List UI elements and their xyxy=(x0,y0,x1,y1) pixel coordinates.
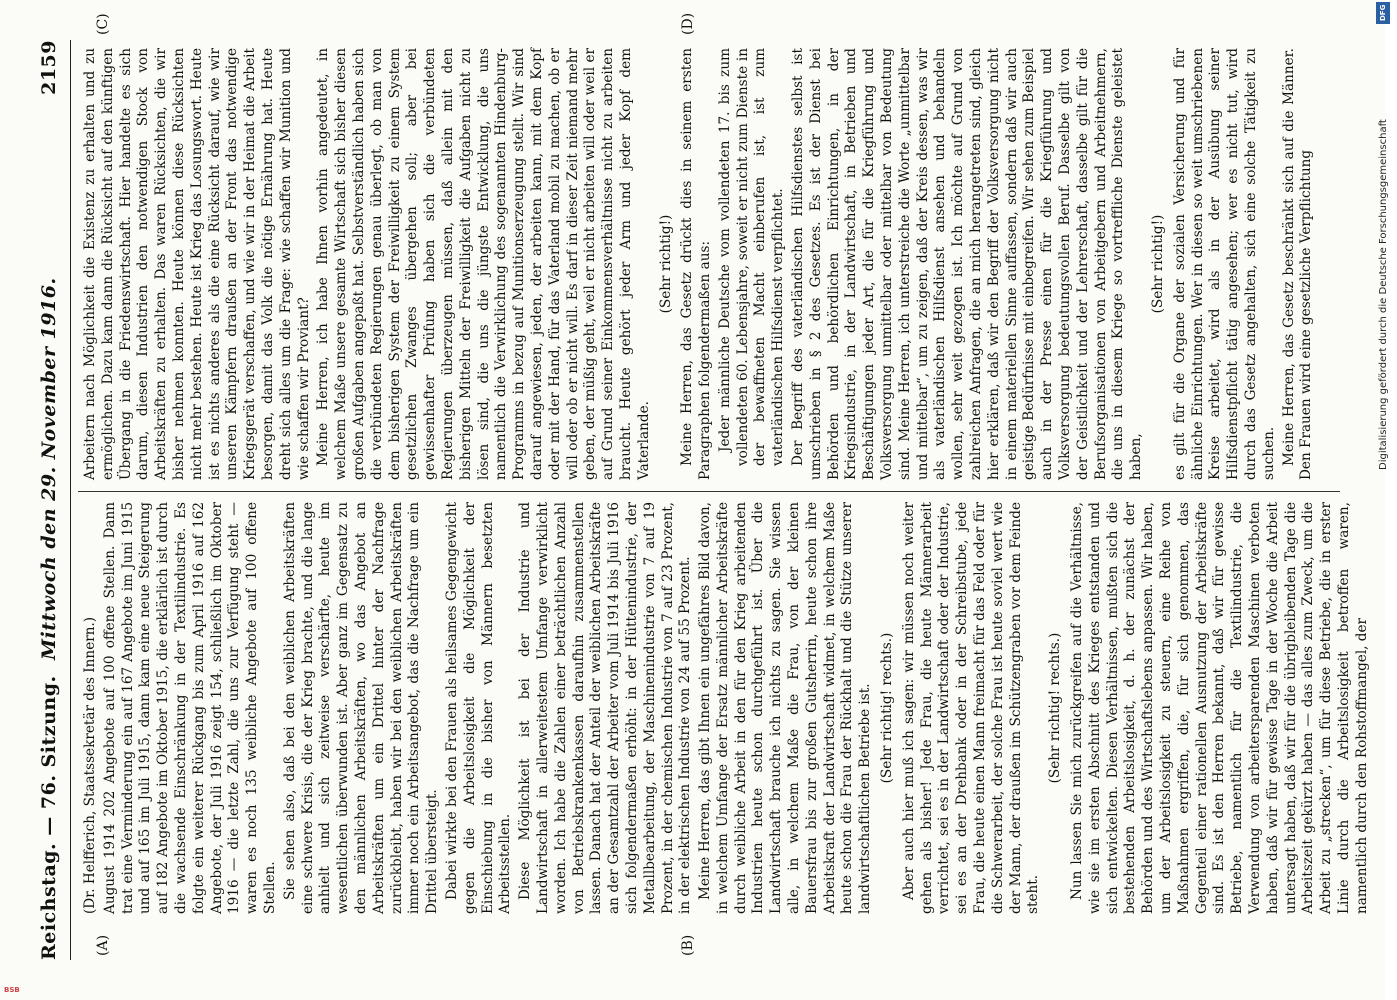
marker-b: (B) xyxy=(680,934,696,956)
paragraph: Meine Herren, ich habe Ihnen vorhin angedeutet, in welchem Maße unsere gesamte Wirtschaft sich bisher diesen großen Aufgaben angepaßt hat. Selbstverständlich haben sich die verbündeten Regierungen genau überlegt, ob man von dem bisherigen System der Freiwilligkeit zu einem System gesetzlichen Zwanges übergehen soll; aber bei gewissenhafter Prüfung haben sich die verbündeten Regierungen überzeugen müssen, daß allein mit den bisherigen Mitteln der Freiwilligkeit die Aufgaben nicht zu lösen sind, die uns die jüngste Entwicklung, die uns namentlich die Verwirklichung des sogenannten Hindenburg-Programms in bezug auf Munitionserzeugung stellt. Wir sind darauf angewiesen, jeden, der arbeiten kann, mit dem Kopf oder mit der Hand, für das Vaterland mobil zu machen, ob er will oder ob er nicht will. Es darf in dieser Zeit niemand mehr geben, der müßig geht, weil er nicht arbeiten will oder weil er auf Grund seiner Einkommensverhältnisse nicht zu arbeiten braucht. Heute gehört jeder Arm und jeder Kopf dem Vaterlande. xyxy=(315,48,652,480)
interjection: (Sehr richtig! rechts.) xyxy=(1047,632,1064,784)
paragraph: Nun lassen Sie mich zurückgreifen auf die Verhältnisse, wie sie im ersten Abschnitt des Krieges entstanden und sich entwickelten. Diesen Verhältnissen, mußten sich die bestehenden Arbeitslosigkeit, d. h. der zunächst der Behörden und des Wirtschaftslebens anpassen. Wir haben, um der Arbeitslosigkeit zu steuern, eine Reihe von Maßnahmen ergriffen, die, für sich genommen, das Gegenteil einer rationellen Ausnutzung der Arbeitskräfte sind. Es ist den Herren bekannt, daß wir für gewisse Betriebe, namentlich für die Textilindustrie, die Verwendung von arbeitersparenden Maschinen verboten haben, daß wir für gewisse Tage in der Woche die Arbeit untersagt haben, daß wir für die übrigbleibenden Tage die Arbeitszeit gekürzt haben — das alles zum Zweck, um die Arbeit zu „strecken“, um für diese Betriebe, die in erster Linie durch die Arbeitslosigkeit betroffen waren, namentlich durch den Rohstoffmangel, der xyxy=(1069,502,1370,914)
marker-d: (D) xyxy=(680,12,696,35)
dfg-logo: DFG xyxy=(1376,2,1390,24)
law-quote: Jeder männliche Deutsche vom vollendeten 17. bis zum vollendeten 60. Lebensjahre, soweit er nicht zum Dienste in der bewaffneten Macht einberufen ist, ist zum vaterländischen Hilfsdienst verpflichtet. xyxy=(716,48,787,466)
paragraph: Meine Herren, das Gesetz drückt dies in seinem ersten Paragraphen folgendermaßen aus: xyxy=(679,48,714,480)
page-number: 2159 xyxy=(38,40,60,95)
marker-c: (C) xyxy=(95,13,111,35)
column-divider xyxy=(78,491,1340,492)
paragraph: Aber auch hier muß ich sagen: wir müssen noch weiter gehen als bisher! Jede Frau, die heute Männerarbeit verrichtet, sei es in der Landwirtschaft oder der Industrie, sei es an der Drehbank oder in der Schreibstube, jede Frau, die heute einen Mann freimacht für das Feld oder für die Schwerarbeit, der solche Frau ist heute soviel wert wie der Mann, der draußen im Schützengraben vor dem Feinde steht. xyxy=(900,502,1042,914)
paragraph: es gilt für die Organe der sozialen Versicherung und für ähnliche Einrichtungen. Wer in diesen so weit umschriebenen Kreise arbeitet, wird als in der Ausübung seiner Hilfsdienstpflicht tätig angesehen; wer es nicht tut, wird durch das Gesetz angehalten, sich eine solche Tätigkeit zu suchen. xyxy=(1171,48,1277,480)
left-column xyxy=(82,502,1370,914)
interjection: (Sehr richtig! rechts.) xyxy=(879,632,896,784)
interjection: (Sehr richtig!) xyxy=(657,214,674,314)
header-left: Reichstag. — 76. Sitzung. xyxy=(38,675,60,960)
right-column xyxy=(82,48,1342,480)
paragraph: Sie sehen also, daß bei den weiblichen Arbeitskräften eine schwere Krisis, die der Krieg brachte, und die lange anhielt und sich zeitweise verschärfte, heute im wesentlichen überwunden ist. Aber ganz im Gegensatz zu den männlichen Arbeitskräften, wo das Angebot an Arbeitskräften um ein Drittel hinter der Nachfrage zurückbleibt, haben wir bei den weiblichen Arbeitskräften immer noch ein Arbeitsangebot, das die Nachfrage um ein Drittel übersteigt. xyxy=(281,502,441,914)
paragraph: Meine Herren, das Gesetz beschränkt sich auf die Männer. Den Frauen wird eine gesetzliche Verpflichtung xyxy=(1280,48,1315,480)
page-header xyxy=(38,40,68,960)
header-date: Mittwoch den 29. November 1916. xyxy=(38,277,60,660)
paragraph: August 1914 202 Angebote auf 100 offene Stellen. Dann trat eine Verminderung ein auf 167 Angebote im Juni 1915 und auf 165 im Juli 1915, dann kam eine neue Steigerung auf 182 Angebote im Oktober 1915, die erklärlich ist durch die wachsende Einschränkung in der Textilindustrie. Es folgte ein weiterer Rückgang bis zum April 1916 auf 162 Angebote, der Juli 1916 zeigt 154, schließlich im Oktober 1916 — die letzte Zahl, die uns zur Verfügung steht — waren es noch 135 weibliche Angebote auf 100 offene Stellen. xyxy=(101,502,278,914)
dfg-credit: Digitalisierung gefördert durch die Deutsche Forschungsgemeinschaft xyxy=(1378,119,1389,470)
paragraph: Diese Möglichkeit ist bei der Industrie und Landwirtschaft in allerweitestem Umfange verwirklicht worden. Ich habe die Zahlen einer beträchtlichen Anzahl von Betriebskrankenkassen daraufhin zusammenstellen lassen. Danach hat der Anteil der weiblichen Arbeitskräfte an der Gesamtzahl der Arbeiter vom Juli 1914 bis Juli 1916 sich folgendermaßen erhöht: in der Hüttenindustrie, der Metallbearbeitung, der Maschinenindustrie von 7 auf 19 Prozent, in der chemischen Industrie von 7 auf 23 Prozent, in der elektrischen Industrie von 24 auf 55 Prozent. xyxy=(517,502,694,914)
bsb-stamp: BSB xyxy=(4,986,20,994)
paragraph: Meine Herren, das gibt Ihnen ein ungefähres Bild davon, in welchem Umfange der Ersatz männlicher Arbeitskräfte durch weibliche Arbeit in den für den Krieg arbeitenden Industrien heute schon durchgeführt ist. Über die Landwirtschaft brauche ich nichts zu sagen. Sie wissen alle, in welchem Maße die Frau, von der kleinen Bauersfrau bis zur großen Gutsherrin, heute schon ihre Arbeitskraft der Landwirtschaft widmet, in welchem Maße heute schon die Frau der Rückhalt und die Stütze unserer landwirtschaftlichen Betriebe ist. xyxy=(697,502,874,914)
paragraph: Der Begriff des vaterländischen Hilfsdienstes selbst ist umschrieben in § 2 des Gesetzes. Es ist der Dienst bei Behörden und behördlichen Einrichtungen, in der Kriegsindustrie, in der Landwirtschaft, in Betrieben und Beschäftigungen jeder Art, die für die Kriegführung und Volksversorgung unmittelbar oder mittelbar von Bedeutung sind. Meine Herren, ich unterstreiche die Worte „unmittelbar und mittelbar“, um zu zeigen, daß der Kreis dessen, was wir als vaterländischen Hilfsdienst ansehen und behandeln wollen, sehr weit gezogen ist. Ich möchte auf Grund von zahlreichen Anfragen, die an mich herangetreten sind, gleich hier erklären, daß wir den Begriff der Volksversorgung nicht in einem materiellen Sinne auffassen, sondern daß wir auch geistige Bedürfnisse mit einbegreifen. Wir sehen zum Beispiel auch in der Presse einen für die Kriegführung und Volksversorgung bedeutungsvollen Beruf. Dasselbe gilt von der Geistlichkeit und der Lehrerschaft, dasselbe gilt für die Berufsorganisationen von Arbeitgebern und Arbeitnehmern, die uns in diesem Kriege so vortreffliche Dienste geleistet haben, xyxy=(790,48,1145,480)
paragraph: Dabei wirkte bei den Frauen als heilsames Gegengewicht gegen die Arbeitslosigkeit die Möglichkeit der Einschiebung in die bisher von Männern besetzten Arbeitsstellen. xyxy=(443,502,514,914)
paragraph: Arbeitern nach Möglichkeit die Existenz zu erhalten und zu ermöglichen. Dazu kam dann die Rücksicht auf den künftigen Übergang in die Friedenswirtschaft. Hier handelte es sich darum, diesen Industrien den notwendigen Stock von Arbeitskräften zu erhalten. Das waren Rücksichten, die wir bisher nehmen konnten. Heute können diese Rücksichten nicht mehr bestehen. Heute ist Krieg das Losungswort. Heute ist es nichts anderes als die eine Rücksicht darauf, wie wir unseren Kämpfern draußen an der Front das notwendige Kriegsgerät verschaffen, und wie wir in der Heimat die Arbeit besorgen, damit das Volk die nötige Ernährung hat. Heute dreht sich alles um die Frage: wie schaffen wir Munition und wie schaffen wir Proviant? xyxy=(82,48,312,480)
interjection: (Sehr richtig!) xyxy=(1150,214,1167,314)
header-rule xyxy=(70,40,71,960)
speaker-line: (Dr. Helfferich, Staatssekretär des Innern.) xyxy=(82,616,98,914)
marker-a: (A) xyxy=(95,934,111,956)
